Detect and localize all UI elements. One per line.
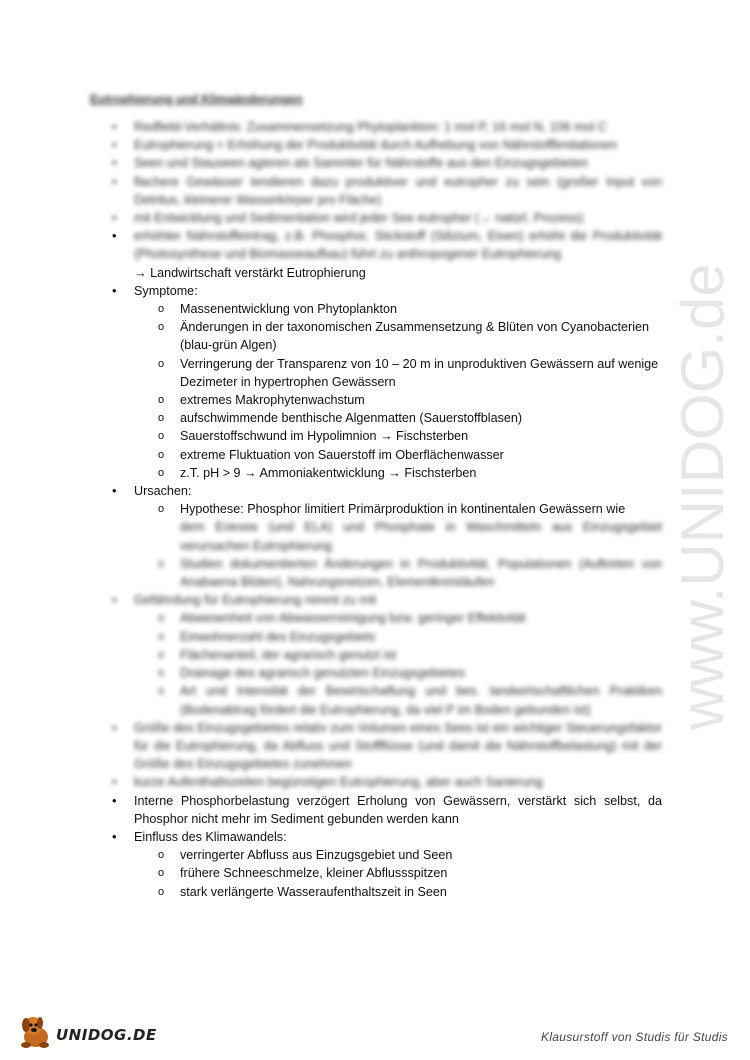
list-item: • mit Entwicklung und Sedimentation wird jeder See eutropher (→ natürl. Prozess) [112,209,662,227]
footer-logo[interactable] [16,1012,176,1052]
sub-list-item: o Studien dokumentierten Änderungen in Produktivität, Populationen (Auftreten von Anabaena Blüten), Nahrungsnetzen, Elementkreisläufen [158,555,662,591]
symptoms-label: • Symptome: [134,283,198,298]
sub-list-item: o Sauerstoffschwund im Hypolimnion → Fischsterben [158,427,662,445]
watermark-text: www.UNIDOG.de [669,263,736,730]
document-body [112,118,662,901]
sub-list-item: o Drainage des agrarisch genutzten Einzugsgebietes [158,664,662,682]
risk-list [112,609,662,718]
symptoms-list [112,300,662,482]
sub-list-item: o stark verlängerte Wasseraufenthaltszeit in Seen [158,883,662,901]
remaining-list [112,719,662,846]
climate-list [112,846,662,901]
list-item: • kurze Aufenthaltszeiten begünstigen Eutrophierung, aber auch Sanierung [112,773,662,791]
section-heading: Eutrophierung und Klimaänderungen [90,92,303,106]
risk-list-wrapper [112,591,662,609]
causes-list-wrapper [112,482,662,500]
main-bullet-list [112,118,662,300]
risk-label: • Gefährdung für Eutrophierung nimmt zu mit [112,591,662,609]
sub-list-item: o Einwohnerzahl des Einzugsgebiets [158,628,662,646]
footer-tagline: Klausurstoff von Studis für Studis [541,1030,728,1044]
watermark [645,260,750,740]
hypothesis-continued: dem Eriesee (und ELA) und Phosphate in Waschmitteln aus Einzugsgebiet verursachen Eutrophierung [180,520,662,553]
dog-mascot-icon [16,1012,56,1052]
sub-list-item: o Massenentwicklung von Phytoplankton [158,300,662,318]
hypothesis-text: o Hypothese: Phosphor limitiert Primärproduktion in kontinentalen Gewässern wie [180,502,626,517]
sub-list-item: o verringerter Abfluss aus Einzugsgebiet und Seen [158,846,662,864]
list-item: • Größe des Einzugsgebietes relativ zum Volumen eines Sees ist ein wichtiger Steuerungsfaktor für die Eutrophierung, da Abfluss und Stoffflüsse (und damit die Nährstoffbelastung) mit der Größe des Einzugsgebietes zunehmen [112,719,662,774]
sub-list-item: o extremes Makrophytenwachstum [158,391,662,409]
sub-list-item: o Änderungen in der taxonomischen Zusammensetzung & Blüten von Cyanobacterien (blau-grün Algen) [158,318,662,354]
list-item: • Seen und Stauseen agieren als Sammler für Nährstoffe aus den Einzugsgebieten [112,154,662,172]
list-item: • Eutrophierung = Erhöhung der Produktivität durch Aufhebung von Nährstofflimitationen [112,136,662,154]
list-item-text: • erhöhter Nährstoffeintrag, z.B. Phosphor, Stickstoff (Silizium, Eisen) erhöht die Produktivität (Photosynthese und Biomasseaufbau) führt zu anthropogener Eutrophierung [134,229,662,262]
causes-label: • Ursachen: [134,484,192,499]
sub-list-item: o extreme Fluktuation von Sauerstoff im Oberflächenwasser [158,446,662,464]
list-item: • Redfield-Verhältnis: Zusammensetzung Phytoplankton: 1 mol P, 16 mol N, 106 mol C [112,118,662,136]
list-item: • Interne Phosphorbelastung verzögert Erholung von Gewässern, verstärkt sich selbst, da Phosphor nicht mehr im Sediment gebunden werden kann [112,792,662,828]
list-item-conclusion: → Landwirtschaft verstärkt Eutrophierung [134,265,366,280]
sub-list-item: o Art und Intensität der Bewirtschaftung und bes. landwirtschaftlichen Praktiken (Bodenabtrag fördert die Eutrophierung, da viel P im Boden gebunden ist) [158,682,662,718]
list-item: • flachere Gewässer tendieren dazu produktiver und eutropher zu sein (großer Input von Detritus, kleinerer Wasserkörper pro Fläche) [112,173,662,209]
sub-list-item: o z.T. pH > 9 → Ammoniakentwicklung → Fischsterben [158,464,662,482]
sub-list-item: o Flächenanteil, der agrarisch genutzt ist [158,646,662,664]
sub-list-item: o aufschwimmende benthische Algenmatten (Sauerstoffblasen) [158,409,662,427]
causes-list [112,500,662,591]
sub-list-item: o Abwesenheit von Abwasserreinigung bzw. geringer Effektivität [158,609,662,627]
sub-list-item: o frühere Schneeschmelze, kleiner Abflussspitzen [158,864,662,882]
climate-label: • Einfluss des Klimawandels: [134,829,287,844]
logo-text: UNIDOG.DE [56,1026,157,1044]
symptoms-item [112,282,662,300]
list-item [112,227,662,282]
climate-item [112,828,662,846]
sub-list-item: o Verringerung der Transparenz von 10 – 20 m in unproduktiven Gewässern auf wenige Dezimeter in hypertrophen Gewässern [158,355,662,391]
sub-list-item [158,500,662,555]
causes-item [112,482,662,500]
